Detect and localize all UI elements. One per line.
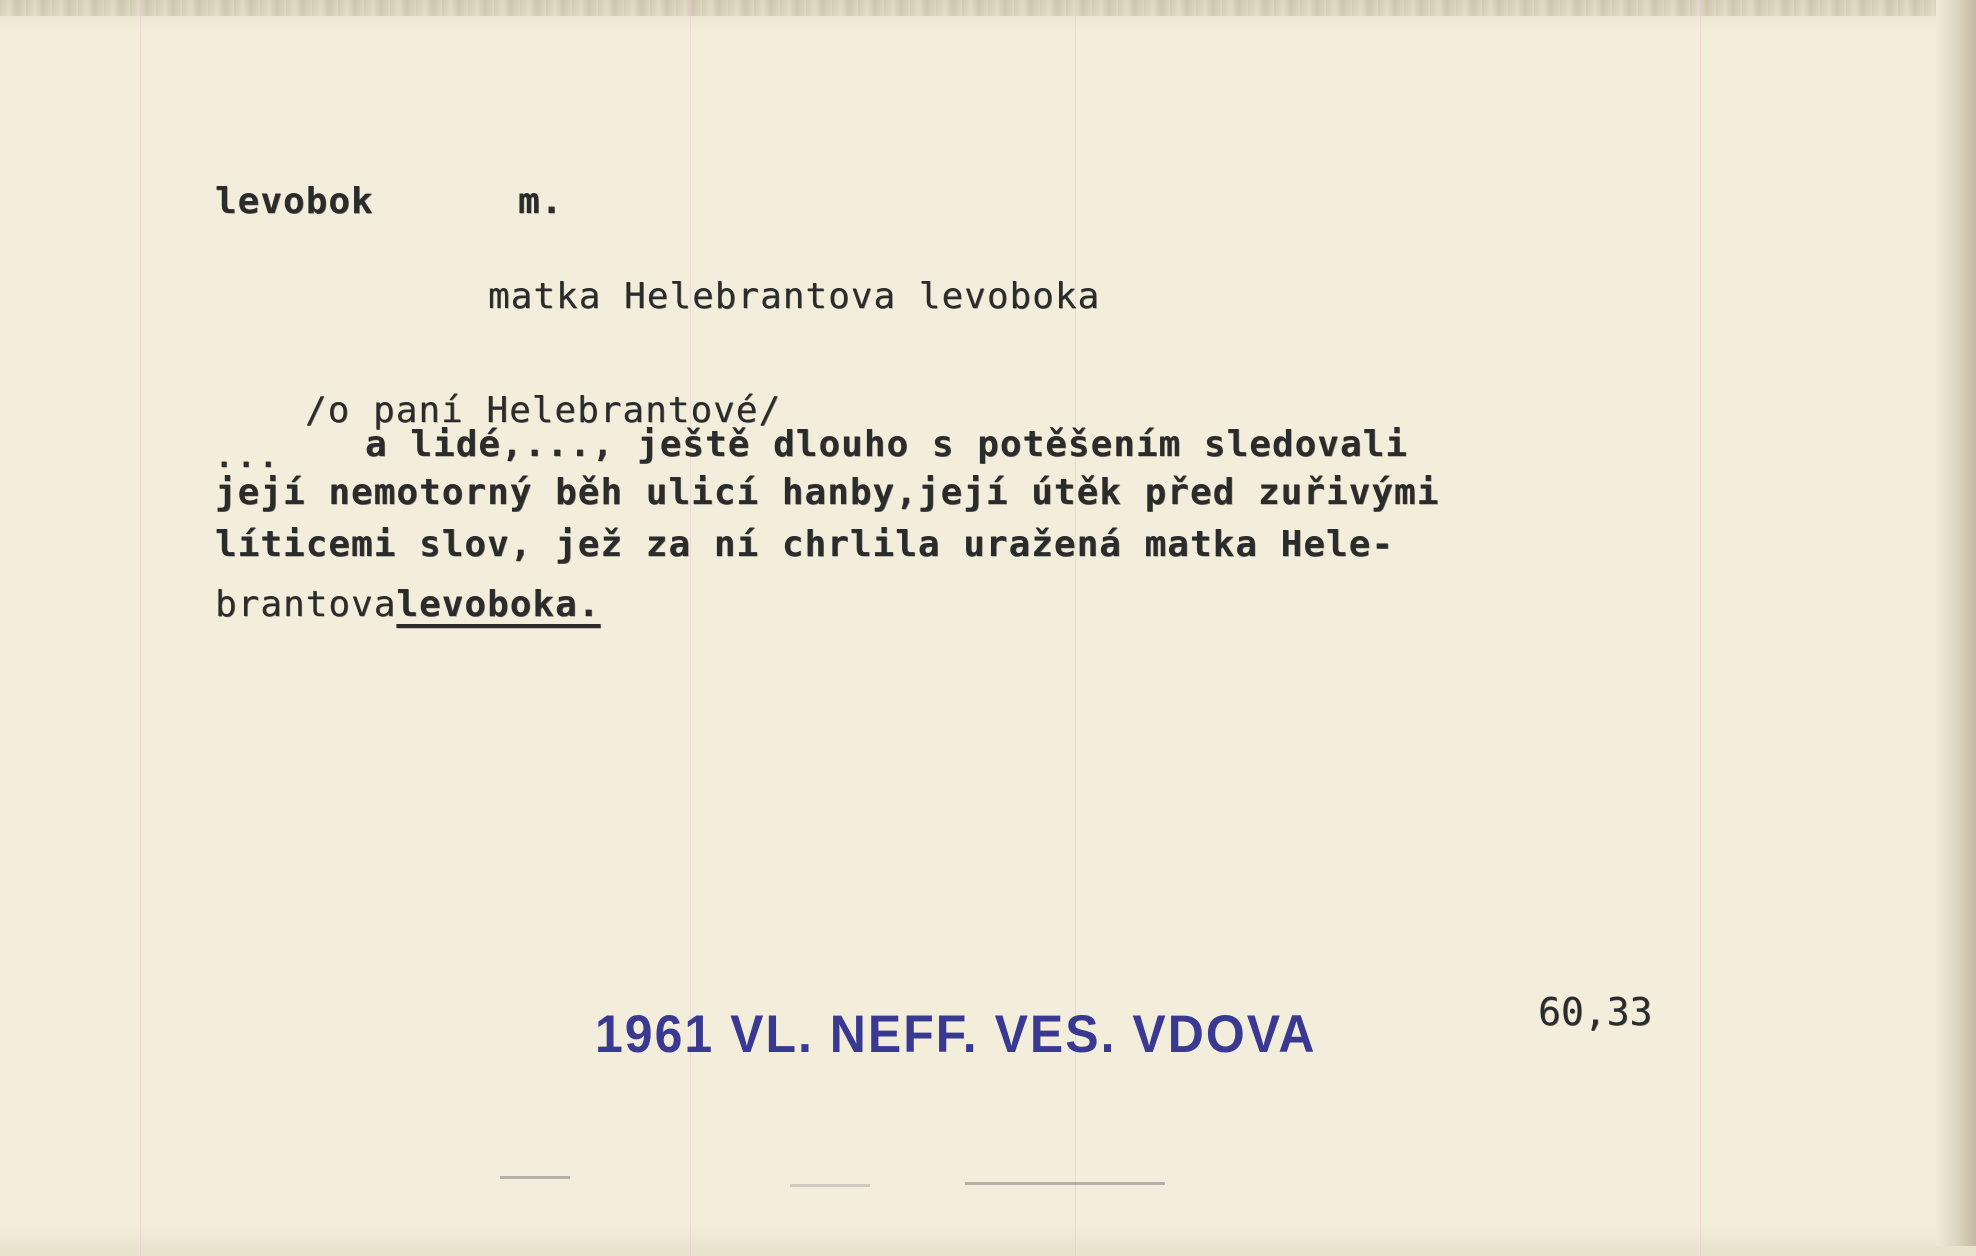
card-top-edge — [0, 0, 1976, 16]
quote-line: její nemotorný běh ulicí hanby,její útěk před zuřivými — [215, 472, 1440, 513]
phrase: matka Helebrantova levoboka — [488, 276, 1101, 317]
ruled-line — [140, 0, 141, 1256]
ruled-line — [1700, 0, 1701, 1256]
quote-line: a lidé,..., ještě dlouho s potěšením sledovali — [365, 424, 1408, 465]
ruled-line — [690, 0, 691, 1256]
headword: levobok — [215, 181, 374, 222]
quote-line: brantova — [215, 584, 397, 625]
ellipsis-mark: ... — [215, 440, 282, 475]
underlined-headword: levoboka. — [396, 584, 601, 625]
source-stamp: 1961 VL. NEFF. VES. VDOVA — [595, 1004, 1317, 1064]
ink-smudge — [790, 1184, 870, 1187]
ruled-line — [1075, 0, 1076, 1256]
quote-line-last — [215, 584, 600, 625]
ink-smudge — [965, 1182, 1165, 1185]
context-note: /o paní Helebrantové/ — [305, 390, 782, 431]
grammar-label: m. — [518, 181, 564, 222]
card-bottom-edge — [0, 1246, 1976, 1256]
ink-smudge — [500, 1176, 570, 1179]
quote-line: líticemi slov, jež za ní chrlila uražená matka Hele- — [215, 524, 1395, 565]
page-reference: 60,33 — [1538, 990, 1653, 1034]
card-right-edge — [1936, 0, 1976, 1256]
